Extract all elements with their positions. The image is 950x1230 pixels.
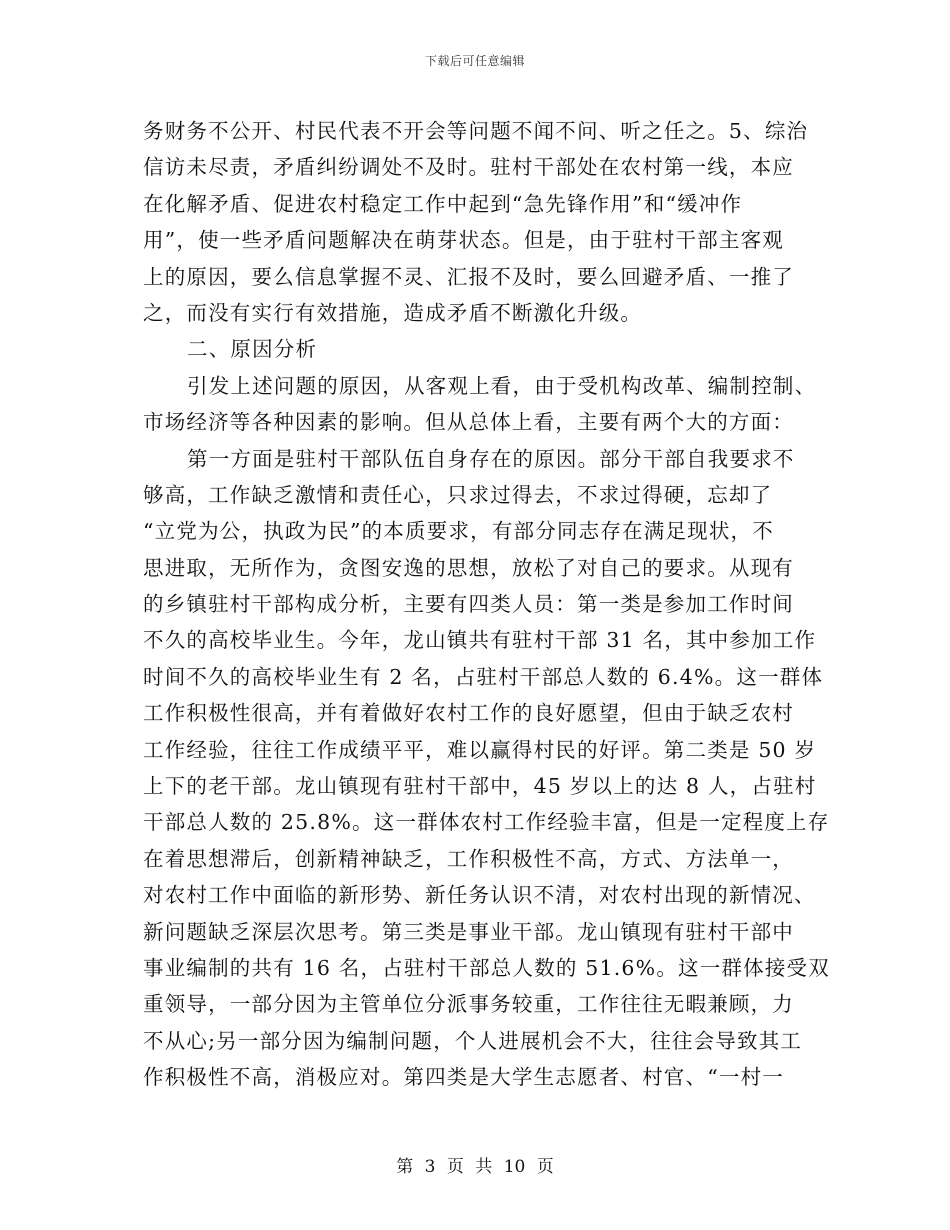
text-line: 工作经验，往往工作成绩平平，难以赢得村民的好评。第二类是 50 岁 <box>143 737 817 762</box>
text-line: 上下的老干部。龙山镇现有驻村干部中，45 岁以上的达 8 人，占驻村 <box>143 774 817 799</box>
text-line: 在化解矛盾、促进农村稳定工作中起到“急先锋作用”和“缓冲作 <box>143 191 743 216</box>
text-line: 之，而没有实行有效措施，造成矛盾不断激化升级。 <box>143 300 643 325</box>
page-header: 下载后可任意编辑 <box>424 54 525 68</box>
text-line: 干部总人数的 25.8%。这一群体农村工作经验丰富，但是一定程度上存 <box>143 810 830 835</box>
document-body <box>143 113 830 1096</box>
text-line: 新问题缺乏深层次思考。第三类是事业干部。龙山镇现有驻村干部中 <box>143 919 794 944</box>
text-line: 重领导，一部分因为主管单位分派事务较重，工作往往无暇兼顾，力 <box>143 992 794 1017</box>
paragraph-start-line: 引发上述问题的原因，从客观上看，由于受机构改革、编制控制、 <box>187 373 817 398</box>
text-line: 在着思想滞后，创新精神缺乏，工作积极性不高，方式、方法单一， <box>143 846 794 871</box>
text-line: 不久的高校毕业生。今年，龙山镇共有驻村干部 31 名，其中参加工作 <box>143 628 817 653</box>
text-line: 上的原因，要么信息掌握不灵、汇报不及时，要么回避矛盾、一推了 <box>143 264 794 289</box>
text-line: 务财务不公开、村民代表不开会等问题不闻不问、听之任之。5、综治 <box>143 119 809 143</box>
text-line: 工作积极性很高，并有着做好农村工作的良好愿望，但由于缺乏农村 <box>143 701 794 726</box>
text-line: 思进取，无所作为，贪图安逸的思想，放松了对自己的要求。从现有 <box>143 555 794 580</box>
text-line: 用”，使一些矛盾问题解决在萌芽状态。但是，由于驻村干部主客观 <box>143 228 784 253</box>
text-line: 市场经济等各种因素的影响。但从总体上看，主要有两个大的方面： <box>143 410 794 435</box>
text-line: 的乡镇驻村干部构成分析，主要有四类人员：第一类是参加工作时间 <box>143 592 794 617</box>
text-line: 不从心;另一部分因为编制问题，个人进展机会不大，往往会导致其工 <box>143 1028 803 1053</box>
text-line: 作积极性不高，消极应对。第四类是大学生志愿者、村官、“一村一 <box>143 1065 784 1090</box>
text-line: 信访未尽责，矛盾纠纷调处不及时。驻村干部处在农村第一线，本应 <box>143 155 794 180</box>
text-line: 事业编制的共有 16 名，占驻村干部总人数的 51.6%。这一群体接受双 <box>143 955 830 980</box>
text-line: “立党为公，执政为民”的本质要求，有部分同志存在满足现状，不 <box>143 519 774 544</box>
page-footer: 第 3 页 共 10 页 <box>396 1157 554 1177</box>
paragraph-start-line: 第一方面是驻村干部队伍自身存在的原因。部分干部自我要求不 <box>187 446 795 471</box>
text-line: 时间不久的高校毕业生有 2 名，占驻村干部总人数的 6.4%。这一群体 <box>143 664 824 689</box>
section-heading: 二、原因分析 <box>187 337 318 362</box>
text-line: 对农村工作中面临的新形势、新任务认识不清，对农村出现的新情况、 <box>143 883 816 908</box>
text-line: 够高，工作缺乏激情和责任心，只求过得去，不求过得硬，忘却了 <box>143 482 773 507</box>
